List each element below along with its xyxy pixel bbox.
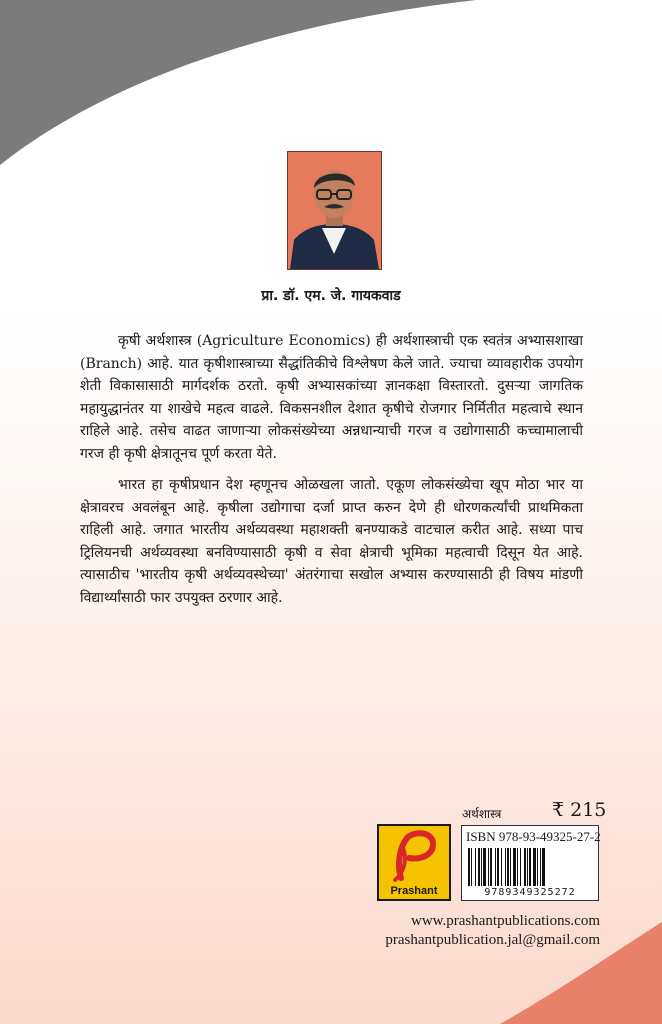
barcode-bar [507, 848, 509, 886]
barcode-bar [520, 848, 521, 886]
barcode-bar [529, 848, 531, 886]
barcode-bar [488, 848, 489, 886]
back-cover-blurb [80, 330, 583, 618]
barcode-bar [540, 848, 541, 886]
barcode-digits: 9789349325272 [484, 887, 576, 898]
barcode-bar [495, 848, 496, 886]
subject-label: अर्थशास्त्र [462, 807, 502, 821]
barcode-bars [468, 848, 594, 886]
publisher-logo-text: Prashant [390, 885, 438, 897]
publisher-logo [377, 824, 451, 901]
barcode-bar [471, 848, 472, 886]
barcode-bar [537, 848, 538, 886]
barcode-bar [505, 848, 506, 886]
barcode-bar [542, 848, 545, 886]
barcode-bar [501, 848, 502, 886]
isbn-barcode [461, 825, 599, 901]
blurb-paragraph-2: भारत हा कृषीप्रधान देश म्हणूनच ओळखला जातो. एकूण लोकसंख्येचा खूप मोठा भार या क्षेत्रावरच अवलंबून आहे. कृषीला उद्योगाचा दर्जा प्राप्त करुन देणे ही धोरणकर्त्यांची प्राथमिकता राहिली आहे. जगात भारतीय अर्थव्यवस्था महाशक्ती बनण्याकडे वाटचाल करीत आहे. सध्या पाच ट्रिलियनची अर्थव्यवस्था बनविण्यासाठी कृषी व सेवा क्षेत्राची भूमिका महत्वाची दिसून येत आहे. त्यासाठीच 'भारतीय कृषी अर्थव्यवस्थेच्या' अंतरंगाचा सखोल अभ्यास करण्यासाठी ही विषय मांडणी विद्यार्थ्यांसाठी फार उपयुक्त ठरणार आहे. [80, 477, 583, 606]
price-label: ₹ 215 [552, 799, 607, 821]
top-gray-swoosh [0, 0, 476, 165]
publisher-email[interactable]: prashantpublication.jal@gmail.com [385, 932, 600, 948]
barcode-bar [481, 848, 482, 886]
author-photo [287, 151, 382, 270]
barcode-bar [527, 848, 528, 886]
barcode-bar [533, 848, 536, 886]
isbn-number: ISBN 978-93-49325-27-2 [466, 829, 601, 844]
publisher-website[interactable]: www.prashantpublications.com [411, 913, 600, 929]
author-name: प्रा. डॉ. एम. जे. गायकवाड [261, 288, 401, 304]
barcode-bar [490, 848, 492, 886]
barcode-bar [478, 848, 480, 886]
barcode-bar [468, 848, 470, 886]
barcode-bar [524, 848, 526, 886]
prashant-p-icon [379, 826, 449, 886]
barcode-bar [475, 848, 476, 886]
barcode-bar [483, 848, 486, 886]
blurb-paragraph-1: कृषी अर्थशास्त्र (Agriculture Economics) ही अर्थशास्त्राची एक स्वतंत्र अभ्यासशाखा (Branch) आहे. यात कृषीशास्त्राच्या सैद्धांतिकीचे विश्लेषण केले जाते. ज्याचा व्यावहारीक उपयोग शेती विकासासाठी मार्गदर्शक ठरतो. कृषी अभ्यासकांच्या ज्ञानकक्षा विस्तारतो. दुसऱ्या जागतिक महायुद्धानंतर या शाखेचे महत्व वाढले. विकसनशील देशात कृषीचे रोजगार निर्मितीत महत्वाचे स्थान राहिले आहे. तसेच वाढत जाणाऱ्या लोकसंख्येच्या अन्नधान्याची गरज व उद्योगासाठी कच्चामालाची गरज ही कृषी क्षेत्रातूनच पूर्ण करता येते. [80, 333, 583, 462]
barcode-bar [513, 848, 516, 886]
barcode-bar [497, 848, 499, 886]
barcode-bar [510, 848, 511, 886]
barcode-bar [517, 848, 518, 886]
